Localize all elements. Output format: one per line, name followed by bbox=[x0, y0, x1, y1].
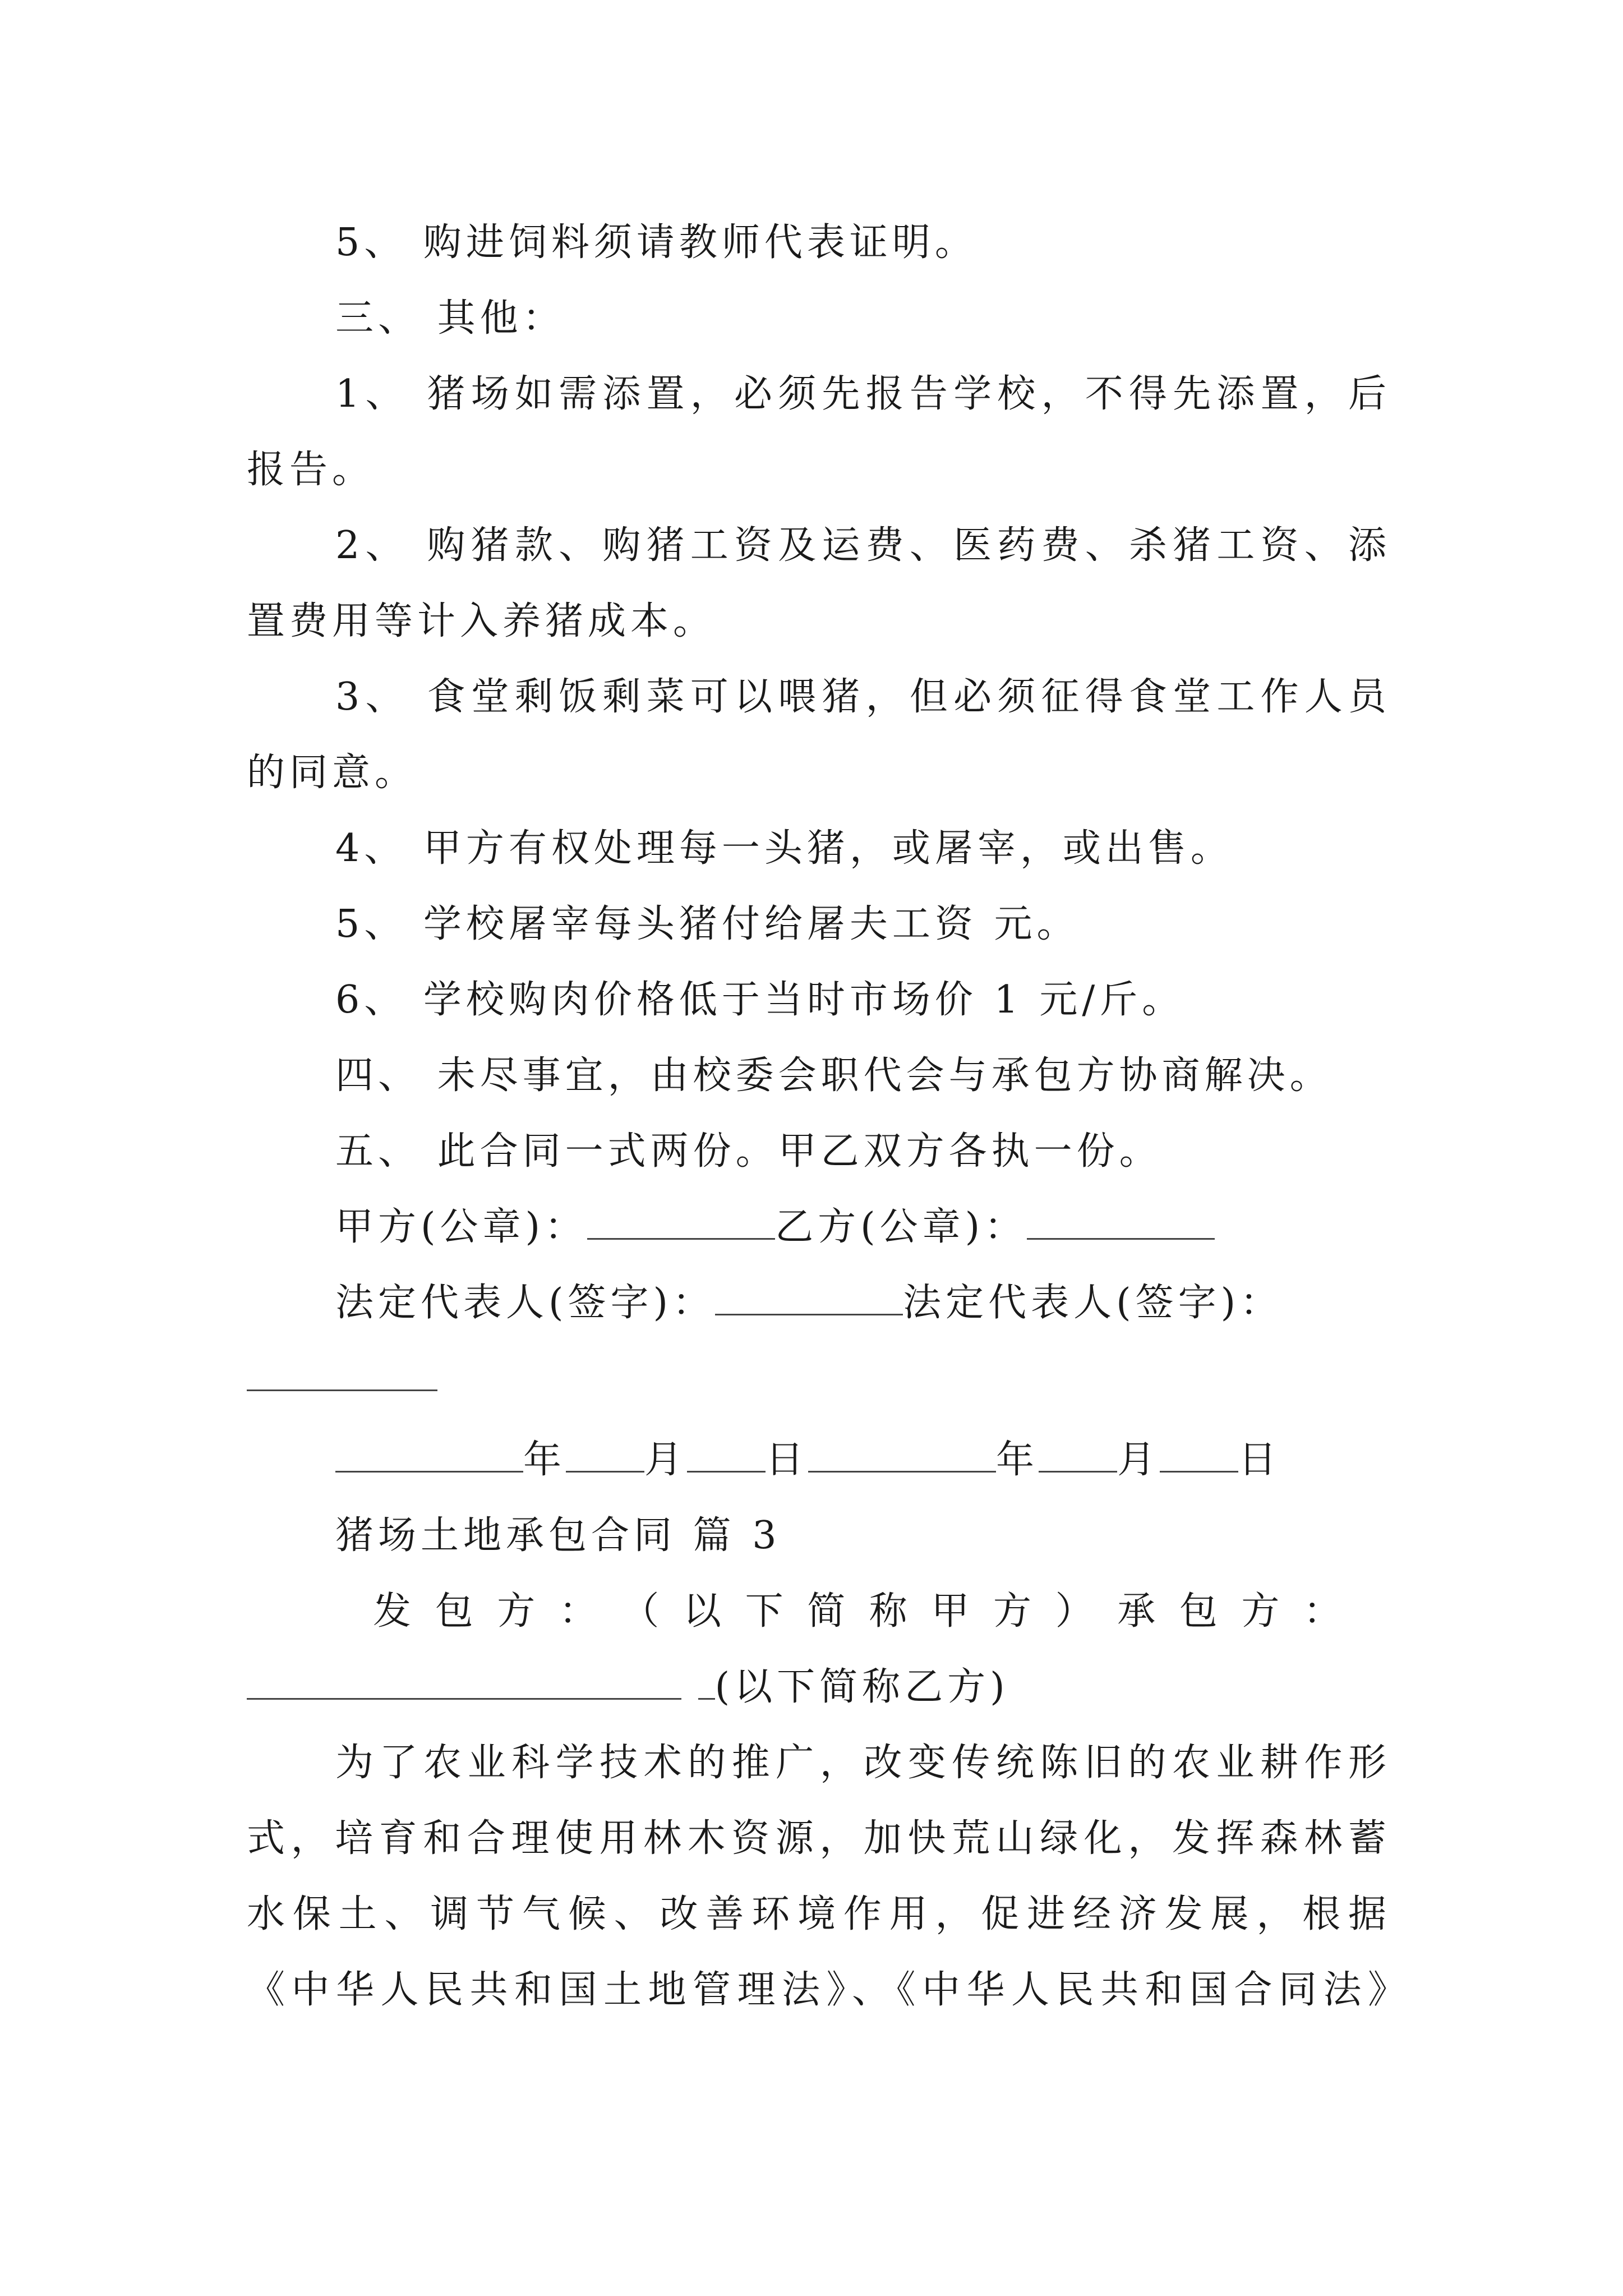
text-line: 4、 甲方有权处理每一头猪，或屠宰，或出售。 bbox=[335, 826, 1233, 871]
text-line: 式，培育和合理使用林木资源，加快荒山绿化，发挥森林蓄 bbox=[247, 1816, 1391, 1861]
text-line: 6、 学校购肉价格低于当时市场价 1 元/斤。 bbox=[335, 978, 1185, 1022]
text-line: 2、 购猪款、购猪工资及运费、医药费、杀猪工资、添 bbox=[335, 523, 1391, 568]
month-blank bbox=[566, 1437, 644, 1473]
text-line: 的同意。 bbox=[247, 751, 418, 795]
month-label: 月 bbox=[1117, 1438, 1160, 1482]
text-line: 5、 购进饲料须请教师代表证明。 bbox=[335, 220, 978, 265]
party-a-rep-label: 法定代表人(签字)： bbox=[335, 1281, 716, 1325]
day-label: 日 bbox=[1238, 1438, 1281, 1482]
party-b-note: (以下简称乙方) bbox=[714, 1665, 1009, 1709]
contract-title: 猪场土地承包合同 篇 3 bbox=[335, 1513, 781, 1558]
text-line: 为了农业科学技术的推广，改变传统陈旧的农业耕作形 bbox=[335, 1741, 1391, 1785]
year-blank bbox=[335, 1437, 523, 1473]
section-heading: 五、 此合同一式两份。甲乙双方各执一份。 bbox=[335, 1129, 1162, 1174]
party-b-line bbox=[247, 1660, 1391, 1714]
day-blank bbox=[1160, 1437, 1238, 1473]
party-b-rep-label: 法定代表人(签字)： bbox=[903, 1281, 1283, 1325]
month-blank bbox=[1039, 1437, 1117, 1473]
year-blank bbox=[808, 1437, 996, 1473]
day-blank bbox=[687, 1437, 766, 1473]
party-b-rep-blank-line bbox=[247, 1352, 437, 1406]
signature-line bbox=[335, 1276, 1479, 1330]
party-b-name-blank bbox=[247, 1664, 681, 1700]
text-line: 《中华人民共和国土地管理法》、《中华人民共和国合同法》 bbox=[247, 1968, 1410, 2012]
text-line: 置费用等计入养猪成本。 bbox=[247, 599, 716, 643]
section-heading: 三、 其他： bbox=[335, 296, 565, 341]
section-heading: 四、 未尽事宜，由校委会职代会与承包方协商解决。 bbox=[335, 1053, 1332, 1098]
day-label: 日 bbox=[766, 1438, 809, 1482]
text-line: 3、 食堂剩饭剩菜可以喂猪，但必须征得食堂工作人员 bbox=[335, 675, 1391, 719]
text-line: 1、 猪场如需添置，必须先报告学校，不得先添置，后 bbox=[335, 372, 1391, 416]
party-a-seal-label: 甲方(公章)： bbox=[335, 1205, 588, 1249]
party-a-seal-blank bbox=[587, 1204, 775, 1240]
seal-line bbox=[335, 1200, 1479, 1254]
year-label: 年 bbox=[996, 1438, 1039, 1482]
month-label: 月 bbox=[644, 1438, 688, 1482]
party-b-seal-label: 乙方(公章)： bbox=[775, 1205, 1027, 1249]
text-line: 报告。 bbox=[247, 448, 375, 492]
party-b-seal-blank bbox=[1027, 1204, 1215, 1240]
party-b-rep-blank bbox=[247, 1356, 437, 1391]
party-a-rep-blank bbox=[715, 1280, 903, 1315]
text-line: 发 包 方 ： （ 以 下 简 称 甲 方 ） 承 包 方 ： bbox=[373, 1589, 1346, 1634]
party-b-name-blank bbox=[698, 1664, 715, 1700]
text-line: 5、 学校屠宰每头猪付给屠夫工资 元。 bbox=[335, 902, 1080, 946]
text-line: 水保土、调节气候、改善环境作用，促进经济发展，根据 bbox=[247, 1892, 1391, 1936]
year-label: 年 bbox=[523, 1438, 566, 1482]
date-line bbox=[335, 1433, 1479, 1487]
